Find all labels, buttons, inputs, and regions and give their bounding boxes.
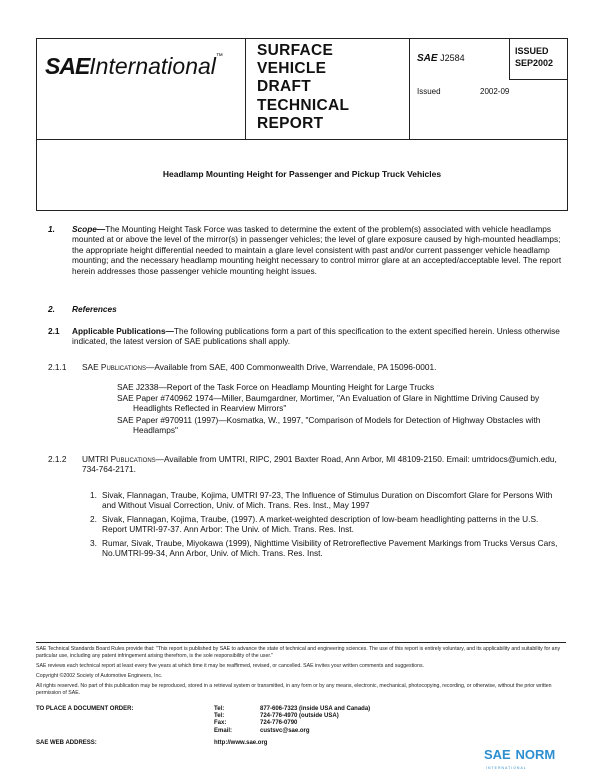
section-text [72, 326, 566, 347]
issue-status-line: ISSUED [515, 46, 549, 56]
title-box [36, 138, 568, 211]
section-number: 2.1 [48, 326, 60, 336]
section-number: 2.1.1 [48, 362, 67, 372]
section-body: The Mounting Height Task Force was tasked to determine the extent of the problem(s) associated with vehicle headlamps mounted at or above the level of the mirror(s) in passenger vehicles; the level of glare exposure caused by high-mounted headlamps; the appropriate height differential needed to maintain a glare level consistent with past and/or current passenger vehicle headlamp mounting; and the necessary headlamp mounting height necessary to control mirror glare at an accepted/acceptable level. The report herein addresses those passenger vehicle mounting height issues. [72, 224, 562, 276]
section-text [82, 454, 566, 475]
doc-brand: SAE [417, 53, 438, 64]
sae-norm-subtitle: INTERNATIONAL [486, 766, 527, 770]
reference-item: Sivak, Flannagan, Kojima, Traube, (1997). A market-weighted description of low-beam headlighting patterns in the U.S. Report UMTRI-97-37. Ann Arbor: The Univ. of Mich. Trans. Res. Inst. [102, 514, 539, 535]
watermark-brand: SAE [484, 747, 511, 762]
tel-value: 724-776-4970 (outside USA) [260, 713, 339, 720]
section-heading: References [72, 304, 117, 314]
report-type-line: DRAFT [257, 78, 312, 96]
section-heading: Scope— [72, 224, 106, 234]
email-link[interactable]: custsvc@sae.org [260, 727, 310, 734]
section-heading: Applicable Publications— [72, 326, 174, 336]
issued-label: Issued [417, 87, 441, 96]
reference-item: SAE Paper #740962 1974—Miller, Baumgardner, Mortimer, "An Evaluation of Glare in Nighttime Driving Caused by Headlights Reflected in Rearview Mirrors" [117, 393, 540, 414]
fax-value: 724-776-0790 [260, 720, 298, 727]
tel-label: Tel: [214, 706, 225, 712]
reference-number: 2. [90, 514, 97, 524]
logo-brand: SAE [45, 53, 90, 79]
reference-number: 3. [90, 538, 97, 548]
order-label: TO PLACE A DOCUMENT ORDER: [36, 706, 134, 712]
sae-norm-logo [484, 744, 555, 764]
divider [245, 39, 246, 139]
issue-status [515, 45, 553, 69]
logo-tm: ™ [215, 53, 223, 60]
reference-item: Rumar, Sivak, Traube, Miyokawa (1999), Nighttime Visibility of Retroreflective Pavement Markings from Trucks Versus Cars, No.UMTRI-99-34, Ann Arbor, Univ. of Mich. Trans. Res. Inst. [102, 538, 558, 559]
section-number: 2. [48, 304, 55, 314]
section-body: —Available from SAE, 400 Commonwealth Drive, Warrendale, PA 15096-0001. [146, 362, 437, 372]
contact-values [260, 706, 370, 735]
policy-text: SAE reviews each technical report at least every five years at which time it may be reaffirmed, revised, or cancelled. SAE invites your written comments and suggestions. [36, 663, 424, 669]
contact-labels [214, 706, 260, 735]
footer [36, 642, 566, 697]
section-body: —Available from UMTRI, RIPC, 2901 Baxter Road, Ann Arbor, MI 48109-2150. Email: umtridocs@umich.edu, 734-764-2171. [82, 454, 557, 475]
reference-item: Sivak, Flannagan, Traube, Kojima, UMTRI 97-23, The Influence of Stimulus Duration on Discomfort Glare for Persons With and Without Visual Correction, Univ. of Mich. Trans. Res. Inst., May 1997 [102, 490, 553, 511]
report-type-line: VEHICLE [257, 60, 327, 78]
tel-label: Tel: [214, 713, 225, 720]
report-type-line: SURFACE [257, 42, 334, 59]
section-text [82, 362, 566, 372]
sae-logo [45, 53, 223, 80]
reference-item: SAE J2338—Report of the Task Force on Headlamp Mounting Height for Large Trucks [117, 382, 435, 392]
copyright: Copyright ©2002 Society of Automotive Engineers, Inc. [36, 673, 163, 679]
doc-number: J2584 [440, 53, 465, 63]
logo-word: International [89, 53, 216, 79]
fax-label: Fax: [214, 720, 227, 727]
document-number [417, 53, 465, 64]
web-label: SAE WEB ADDRESS: [36, 740, 97, 746]
document-title: Headlamp Mounting Height for Passenger and Pickup Truck Vehicles [162, 169, 442, 179]
divider [409, 39, 410, 139]
report-type-line: TECHNICAL [257, 96, 350, 114]
section-heading: SAE Publications [82, 362, 147, 372]
divider [509, 79, 567, 80]
email-label: Email: [214, 727, 233, 734]
policy-text: SAE Technical Standards Board Rules provide that: "This report is published by SAE to advance the state of technical and engineering sciences. The use of this report is entirely voluntary, and its applicability and suitability for any particular use, including any patent infringement arising therefrom, is the sole responsibility of the user." [36, 646, 561, 659]
report-type [257, 42, 349, 133]
reference-number: 1. [90, 490, 97, 500]
rights-text: All rights reserved. No part of this publication may be reproduced, stored in a retrieval system or transmitted, in any form or by any means, electronic, mechanical, photocopying, recording, or otherwise, without the prior written permission of SAE. [36, 683, 552, 696]
watermark-word: NORM [515, 747, 556, 762]
issued-date: 2002-09 [480, 87, 510, 96]
tel-value: 877-606-7323 (inside USA and Canada) [260, 706, 371, 712]
issue-status-line: SEP2002 [515, 58, 554, 68]
section-body: The following publications form a part of this specification to the extent specified herein. Unless otherwise indicated, the latest version of SAE publications shall apply. [72, 326, 560, 347]
header-box [36, 38, 568, 140]
section-heading: UMTRI Publications [82, 454, 156, 464]
report-type-line: REPORT [257, 114, 324, 132]
section-number: 1. [48, 224, 55, 234]
reference-item: SAE Paper #970911 (1997)—Kosmatka, W., 1997, "Comparison of Models for Detection of Highway Obstacles with Headlamps" [117, 415, 541, 436]
web-link[interactable]: http://www.sae.org [214, 740, 268, 746]
section-text [72, 224, 566, 276]
section-number: 2.1.2 [48, 454, 67, 464]
divider [509, 39, 510, 79]
